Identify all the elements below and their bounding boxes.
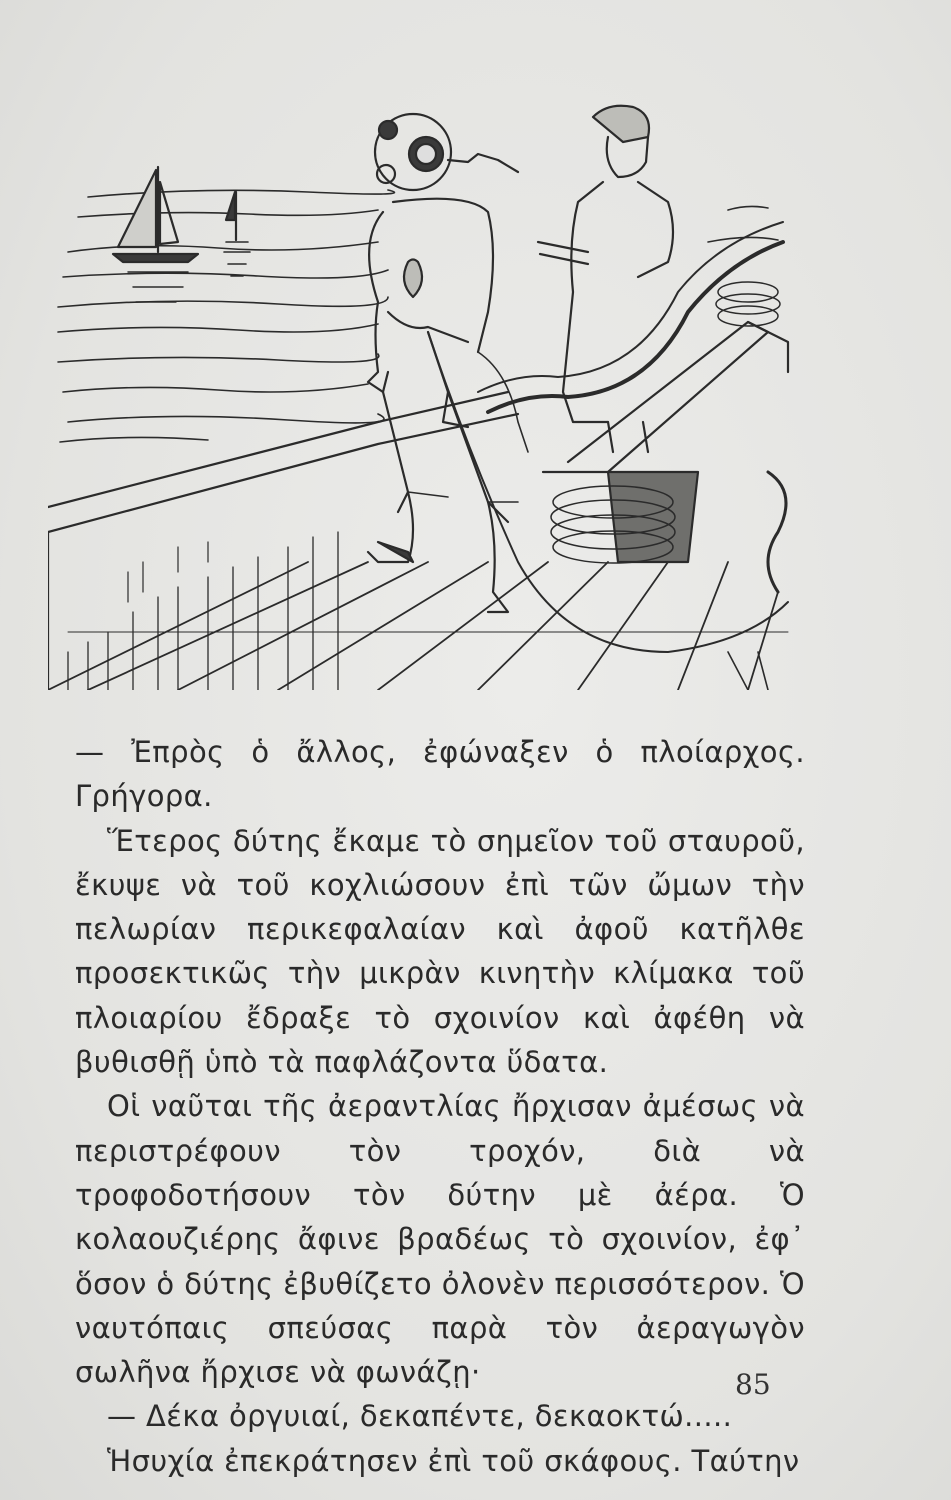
diver-figure xyxy=(368,114,528,612)
sea-lines xyxy=(58,190,778,442)
paragraph-5: Ἡσυχία ἐπεκράτησεν ἐπὶ τοῦ σκάφους. Ταύτην xyxy=(107,1443,800,1478)
sailor-figure xyxy=(538,106,673,452)
sailboat-large xyxy=(113,167,198,302)
deck-planks xyxy=(48,562,788,690)
air-hose xyxy=(478,222,783,412)
diver-rope xyxy=(428,332,788,652)
sailboat-small xyxy=(224,192,250,276)
paragraph-2: Ἕτερος δύτης ἔκαμε τὸ σημεῖον τοῦ σταυροῦ, ἔκυψε νὰ τοῦ κοχλιώσουν ἐπὶ τῶν ὤμων τὴν πελωρίαν περικεφαλαίαν καὶ ἀφοῦ κατῆλθε προσεκτικῶς τὴν μικρὰν κινητὴν κλίμακα τοῦ πλοιαρίου ἔδραξε τὸ σχοινίον καὶ ἀφέθη νὰ βυθισθῇ ὑπὸ τὰ παφλάζοντα ὕδατα. xyxy=(75,823,805,1080)
text-body xyxy=(75,730,805,1483)
diver-illustration xyxy=(48,92,793,690)
page-number: 85 xyxy=(735,1368,771,1401)
paragraph-4: — Δέκα ὀργυιαί, δεκαπέντε, δεκαοκτώ..... xyxy=(107,1399,733,1434)
ship-rail xyxy=(48,392,518,690)
paragraph-3: Οἱ ναῦται τῆς ἀεραντλίας ἤρχισαν ἀμέσως νὰ περιστρέφουν τὸν τροχόν, διὰ νὰ τροφοδοτήσουν τὸν δύτην μὲ ἀέρα. Ὁ κολαουζιέρης ἄφινε βραδέως τὸ σχοινίον, ἐφ᾽ ὅσον ὁ δύτης ἐβυθίζετο ὀλονὲν περισσότερον. Ὁ ναυτόπαις σπεύσας παρὰ τὸν ἀεραγωγὸν σωλῆνα ἤρχισε νὰ φωνάζῃ· xyxy=(75,1089,805,1390)
paragraph-1: — Ἐπρὸς ὁ ἄλλος, ἐφώναξεν ὁ πλοίαρχος. Γρήγορα. xyxy=(75,735,805,814)
